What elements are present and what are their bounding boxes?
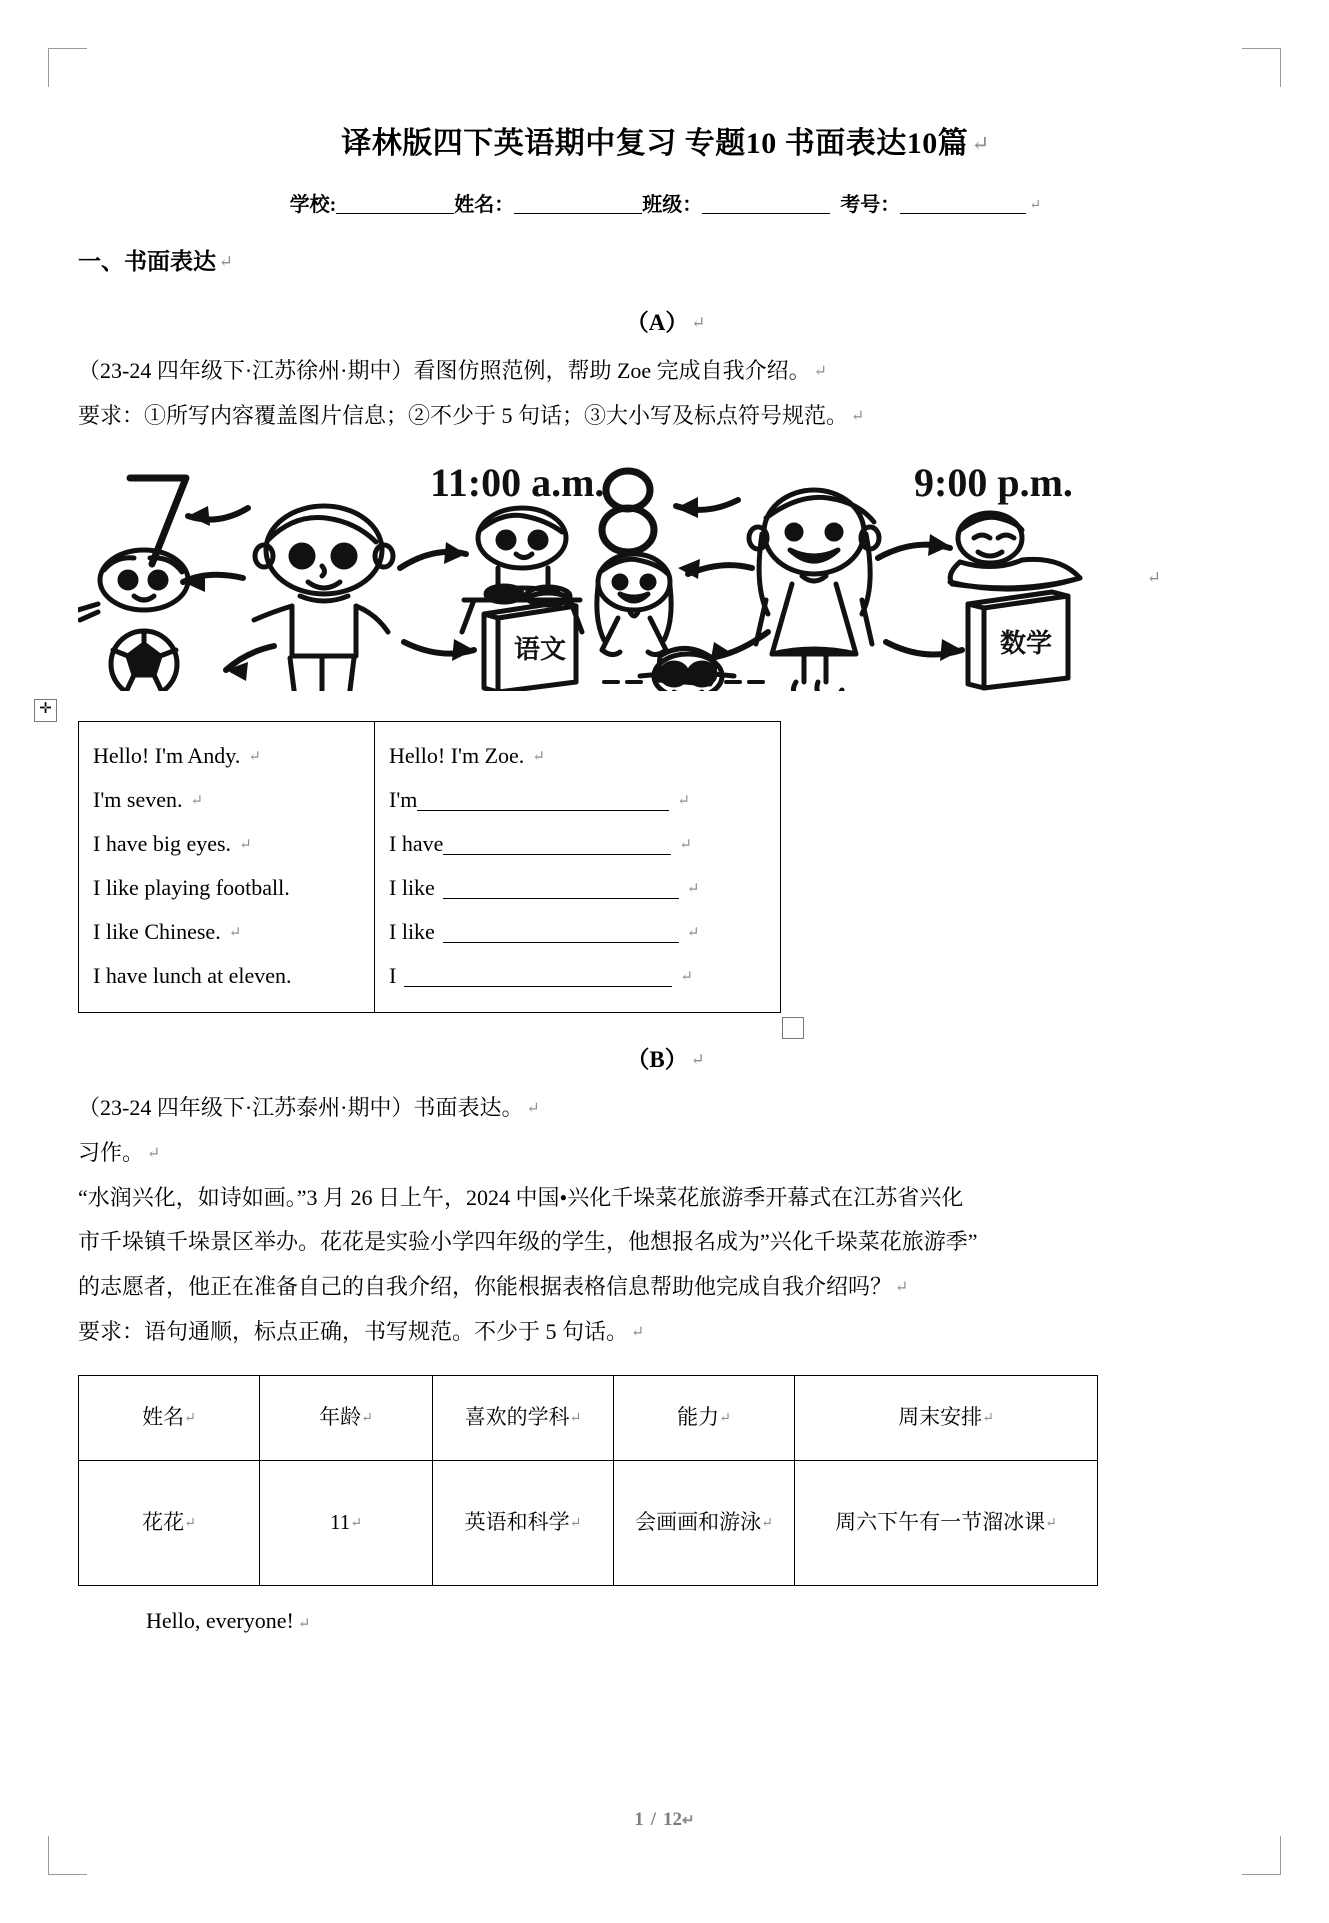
part-b-body-1-text: “水润兴化，如诗如画。”3 月 26 日上午，2024 中国•兴化千垛菜花旅游季开幕式在江苏省兴化 — [78, 1184, 964, 1210]
document-content — [39, 96, 1253, 1634]
table-row — [79, 722, 781, 1013]
pilcrow-mark: ↵ — [147, 1145, 161, 1163]
list-item — [389, 822, 770, 866]
class-label: 班级： — [642, 194, 703, 216]
part-a-table-wrap — [39, 701, 778, 1013]
pilcrow-mark: ↵ — [569, 1516, 582, 1532]
cell-weekend — [795, 1460, 1098, 1585]
page-title — [78, 118, 1253, 162]
list-item — [389, 866, 770, 910]
pilcrow-mark: ↵ — [1146, 568, 1161, 588]
list-item — [389, 734, 770, 778]
exam-no-label: 考号： — [840, 194, 901, 216]
cell-age — [260, 1460, 433, 1585]
pilcrow-mark: ↵ — [361, 1411, 373, 1427]
part-a-requirements — [78, 396, 1253, 437]
cell-value-age: 11 — [330, 1510, 351, 1535]
table-header-weekend — [795, 1375, 1098, 1460]
pilcrow-mark: ↵ — [686, 925, 700, 942]
header-label-weekend: 周末安排 — [898, 1405, 983, 1430]
cell-value-subjects: 英语和科学 — [464, 1510, 570, 1535]
table-header-subjects — [433, 1375, 614, 1460]
pilcrow-mark: ↵ — [297, 1615, 311, 1632]
pilcrow-mark: ↵ — [569, 1411, 582, 1427]
header-label-subjects: 喜欢的学科 — [464, 1405, 570, 1430]
part-b-body-3-text: 的志愿者，他正在准备自己的自我介绍，你能根据表格信息帮助他完成自我介绍吗？ — [78, 1274, 893, 1300]
pilcrow-mark: ↵ — [677, 793, 690, 810]
list-item — [93, 954, 364, 998]
svg-text:数学: 数学 — [1000, 628, 1053, 659]
example-line-5: I like Chinese. — [93, 919, 221, 945]
answer-blank-5[interactable] — [443, 942, 679, 943]
pilcrow-mark: ↵ — [895, 1279, 909, 1297]
part-a-label-text: （A） — [625, 310, 689, 335]
example-cell — [79, 722, 375, 1013]
footer-current-page: 1 — [634, 1809, 644, 1830]
header-label-age: 年龄 — [319, 1405, 362, 1430]
svg-text:语文: 语文 — [514, 634, 567, 665]
list-item — [93, 734, 364, 778]
pilcrow-mark: ↵ — [1029, 197, 1042, 213]
page-title-text: 译林版四下英语期中复习 专题10 书面表达10篇 — [341, 127, 969, 160]
crop-mark-bottom-left — [48, 1836, 87, 1875]
part-a-source — [78, 351, 1253, 392]
list-item — [93, 866, 364, 910]
example-line-1: Hello! I'm Andy. — [93, 743, 241, 769]
part-b-label-text: （B） — [626, 1047, 688, 1073]
pilcrow-mark: ↵ — [971, 132, 990, 156]
table-header-name — [79, 1375, 260, 1460]
svg-text:11:00 a.m.: 11:00 a.m. — [430, 460, 605, 506]
crop-mark-top-right — [1242, 48, 1281, 87]
pilcrow-mark: ↵ — [228, 925, 242, 942]
pilcrow-mark: ↵ — [690, 1050, 705, 1070]
pilcrow-mark: ↵ — [184, 1516, 196, 1532]
answer-blank-3[interactable] — [443, 854, 671, 855]
school-label: 学校: — [289, 194, 337, 216]
table-header-age — [260, 1375, 433, 1460]
part-a-label — [78, 304, 1253, 337]
part-b-prompt-title — [78, 1133, 1253, 1174]
pilcrow-mark: ↵ — [719, 1411, 731, 1427]
section-heading-text: 一、书面表达 — [78, 249, 216, 274]
part-a-table — [78, 721, 781, 1013]
answer-line-4-label: I like — [389, 875, 435, 901]
pilcrow-mark: ↵ — [686, 881, 700, 898]
part-b-body-line-1 — [78, 1178, 1253, 1219]
example-line-2: I'm seven. — [93, 787, 183, 813]
pilcrow-mark: ↵ — [248, 749, 261, 766]
answer-blank-4[interactable] — [443, 898, 679, 899]
example-line-4: I like playing football. — [93, 875, 290, 901]
footer-total-pages: 12 — [663, 1809, 683, 1830]
answer-line-2-label: I'm — [389, 787, 418, 813]
pilcrow-mark: ↵ — [982, 1411, 994, 1427]
answer-blank-2[interactable] — [417, 810, 669, 811]
list-item — [93, 910, 364, 954]
example-line-3: I have big eyes. — [93, 831, 232, 857]
pilcrow-mark: ↵ — [350, 1516, 362, 1532]
list-item — [389, 954, 770, 998]
class-blank[interactable] — [702, 213, 830, 214]
header-label-skills: 能力 — [677, 1405, 720, 1430]
part-b-prompt-title-text: 习作。 — [78, 1140, 145, 1166]
part-b-body-line-3 — [78, 1267, 1253, 1308]
pilcrow-mark: ↵ — [190, 793, 204, 810]
table-row — [79, 1460, 1098, 1585]
name-label: 姓名： — [454, 194, 515, 216]
pilcrow-mark: ↵ — [761, 1516, 773, 1532]
answer-cell — [375, 722, 781, 1013]
pilcrow-mark: ↵ — [631, 1323, 645, 1341]
example-line-6: I have lunch at eleven. — [93, 963, 292, 989]
cell-value-skills: 会画画和游泳 — [635, 1510, 762, 1535]
header-label-name: 姓名 — [142, 1405, 185, 1430]
pilcrow-mark: ↵ — [239, 837, 252, 854]
page-footer — [0, 1809, 1329, 1831]
cell-skills — [614, 1460, 795, 1585]
crop-mark-bottom-right — [1242, 1836, 1281, 1875]
cell-subjects — [433, 1460, 614, 1585]
section-heading — [78, 243, 1253, 276]
part-a-illustration — [78, 456, 1253, 691]
list-item — [93, 778, 364, 822]
part-b-table — [78, 1375, 1098, 1586]
list-item — [389, 778, 770, 822]
svg-text:9:00 p.m.: 9:00 p.m. — [914, 460, 1073, 506]
part-b-table-wrap — [78, 1375, 1253, 1586]
part-b-label — [78, 1041, 1253, 1074]
part-a-requirements-text: 要求：①所写内容覆盖图片信息；②不少于 5 句话；③大小写及标点符号规范。 — [78, 402, 849, 428]
part-b-requirements — [78, 1312, 1253, 1353]
part-b-source-text: （23-24 四年级下·江苏泰州·期中）书面表达。 — [78, 1095, 524, 1121]
list-item — [93, 822, 364, 866]
pilcrow-mark: ↵ — [184, 1411, 196, 1427]
answer-line-5-label: I like — [389, 919, 435, 945]
part-a-source-text: （23-24 四年级下·江苏徐州·期中）看图仿照范例，帮助 Zoe 完成自我介绍。 — [78, 358, 811, 383]
table-header-row — [79, 1375, 1098, 1460]
table-header-skills — [614, 1375, 795, 1460]
part-b-body-line-2 — [78, 1222, 1253, 1263]
part-b-requirements-text: 要求：语句通顺，标点正确，书写规范。不少于 5 句话。 — [78, 1318, 629, 1344]
part-b-source — [78, 1088, 1253, 1129]
pilcrow-mark: ↵ — [679, 837, 692, 854]
student-info-line — [78, 188, 1253, 217]
pilcrow-mark: ↵ — [680, 969, 693, 986]
list-item — [389, 910, 770, 954]
crop-mark-top-left — [48, 48, 87, 87]
part-b-answer-start-text: Hello, everyone! — [146, 1607, 294, 1633]
pilcrow-mark: ↵ — [682, 1812, 695, 1829]
table-resize-handle-icon[interactable] — [782, 1017, 804, 1039]
cell-value-weekend: 周六下午有一节溜冰课 — [835, 1510, 1046, 1535]
cell-name — [79, 1460, 260, 1585]
cell-value-name: 花花 — [142, 1510, 185, 1535]
part-b-answer-start — [78, 1608, 1253, 1634]
pilcrow-mark: ↵ — [532, 749, 545, 766]
pilcrow-mark: ↵ — [1045, 1516, 1057, 1532]
answer-line-6-label: I — [389, 963, 397, 989]
pilcrow-mark: ↵ — [219, 252, 233, 271]
footer-separator: / — [650, 1809, 657, 1830]
illustration-drawing — [78, 456, 1088, 691]
school-blank[interactable] — [336, 213, 454, 214]
pilcrow-mark: ↵ — [813, 363, 827, 380]
pilcrow-mark: ↵ — [691, 313, 706, 332]
answer-line-1: Hello! I'm Zoe. — [389, 743, 525, 769]
pilcrow-mark: ↵ — [851, 407, 865, 425]
name-blank[interactable] — [514, 213, 642, 214]
table-move-handle-icon[interactable]: ✛ — [34, 699, 57, 722]
part-b-body-2-text: 市千垛镇千垛景区举办。花花是实验小学四年级的学生，他想报名成为”兴化千垛菜花旅游季” — [78, 1229, 978, 1255]
answer-blank-6[interactable] — [404, 986, 672, 987]
pilcrow-mark: ↵ — [526, 1100, 540, 1118]
exam-no-blank[interactable] — [900, 213, 1026, 214]
answer-line-3-label: I have — [389, 831, 444, 857]
